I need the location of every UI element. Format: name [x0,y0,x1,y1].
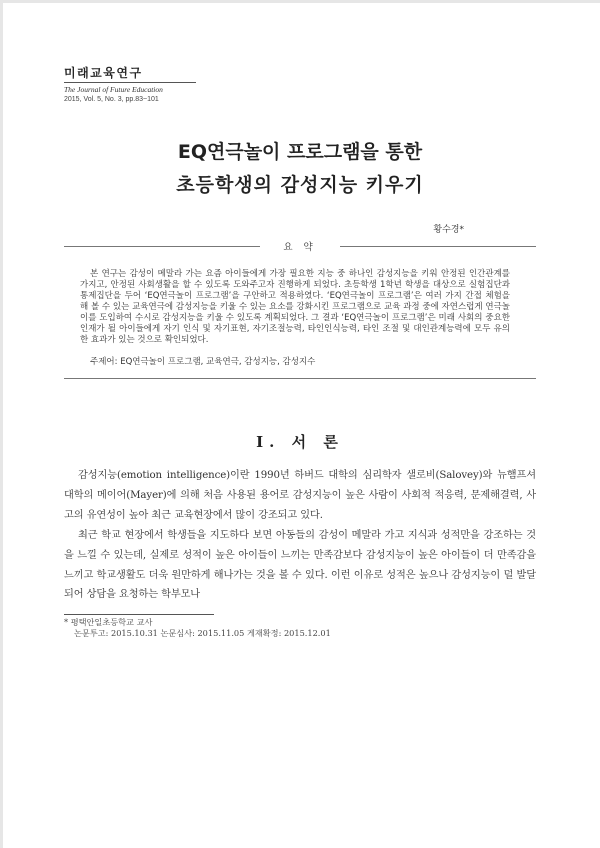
summary-heading [64,238,536,254]
journal-header [64,66,204,104]
footnote-rule [64,614,214,615]
body-paragraph-1: 감성지능(emotion intelligence)이란 1990년 하버드 대학의 심리학자 샐로비(Salovey)와 뉴햄프셔 대학의 메이어(Mayer)에 의해 처음 사용된 용어로 감성지능이 높은 사람이 사회적 적응력, 문제해결력, 사고의 유연성이 높아 최근 교육현장에서 많이 강조되고 있다. [64,470,536,521]
article-title-line1: EQ연극놀이 프로그램을 통한 [177,141,423,163]
summary-bottom-rule [64,378,536,379]
footnote-affiliation: * 평택안일초등학교 교사 [64,617,153,627]
journal-name-korean: 미래교육연구 [64,66,143,80]
abstract-text: 본 연구는 감성이 메말라 가는 요즘 아이들에게 가장 필요한 지능 중 하나인 감성지능을 키워 안정된 인간관계를 가지고, 안정된 사회생활을 할 수 있도록 도와주고자 진행하게 되었다. 초등학생 1학년 학생을 대상으로 실험집단과 통제집단을 두어 ‘EQ연극놀이 프로그램’을 구안하고 적용하였다. ‘EQ연극놀이 프로그램’은 여러 가지 간접 체험을 해 볼 수 있는 교육연극에 감성지능을 키울 수 있는 요소를 강화시킨 프로그램으로 교육 과정 중에 자연스럽게 연극놀이를 도입하여 수시로 감성지능을 키울 수 있도록 계획되었다. 그 결과 ‘EQ연극놀이 프로그램’은 미래 사회의 중요한 인재가 될 아이들에게 자기 인식 및 자기표현, 자기조절능력, 타인인식능력, 타인 조절 및 대인관계능력에 모두 유의한 효과가 있는 것으로 확인되었다. [80,269,510,345]
section-title-introduction: Ⅰ. 서 론 [256,433,344,451]
summary-heading-rule-right [340,246,536,247]
scan-top-border [0,0,600,3]
summary-heading-label: 요 약 [283,242,317,253]
article-title-line2: 초등학생의 감성지능 키우기 [176,174,424,196]
scan-left-border [0,0,3,848]
footnote-dates: 논문투고: 2015.10.31 논문심사: 2015.11.05 게재확정: 2015.12.01 [74,628,331,638]
journal-header-rule [64,82,196,83]
author-name: 황수경* [433,225,464,235]
body-paragraph-2: 최근 학교 현장에서 학생들을 지도하다 보면 아동들의 감성이 메말라 가고 지식과 성적만을 강조하는 것을 느낄 수 있는데, 실제로 성적이 높은 아이들이 느끼는 만족감보다 감성지능이 높은 아이들이 더 만족감을 느끼고 학교생활도 더욱 원만하게 해나가는 것을 볼 수 있다. 이런 이유로 성적은 높으나 감성지능이 덜 발달되어 상담을 요청하는 학부모나 [64,530,536,601]
keywords: 주제어: EQ연극놀이 프로그램, 교육연극, 감성지능, 감성지수 [90,357,316,367]
journal-name-english: The Journal of Future Education [64,85,163,94]
journal-volume-info: 2015, Vol. 5, No. 3, pp.83~101 [64,96,159,103]
